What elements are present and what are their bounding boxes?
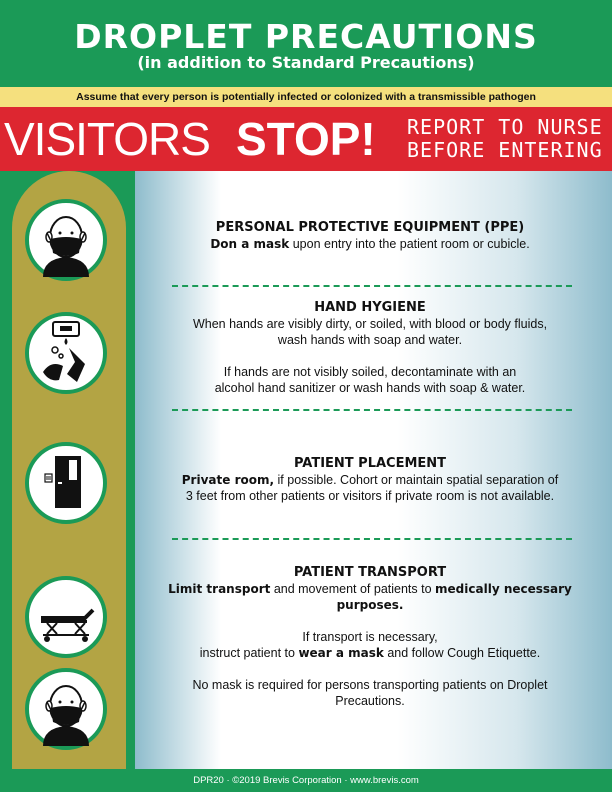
ppe-section [140,219,600,252]
visitors-banner [0,107,612,171]
transport-line-5: No mask is required for persons transporting patients on Droplet [192,678,548,692]
hygiene-line-1: When hands are visibly dirty, or soiled, with blood or body fluids, [192,317,548,331]
divider [172,538,572,540]
placement-title: PATIENT PLACEMENT [293,456,447,471]
ppe-text [140,236,600,252]
divider [172,285,572,287]
transport-bold-1: Limit transport [168,582,271,596]
transport-line-6: Precautions. [335,694,405,708]
ppe-title: PERSONAL PROTECTIVE EQUIPMENT (PPE) [215,220,525,235]
placement-line-1 [140,472,600,488]
hand-washing-icon [25,312,107,394]
transport-text-1: and movement of patients to [270,582,436,596]
page-subtitle: (in addition to Standard Precautions) [137,53,475,72]
report-line-2: BEFORE ENTERING [407,138,603,162]
report-text [407,116,603,162]
hygiene-line-3: If hands are not visibly soiled, decontaminate with an [223,365,517,379]
transport-line-1 [140,581,600,597]
placement-bold: Private room, [181,473,275,487]
divider [172,409,572,411]
patient-transport-section [140,564,600,709]
transport-bold-4: wear a mask [298,646,384,660]
person-mask-icon [25,199,107,281]
ppe-rest: upon entry into the patient room or cubicle. [289,237,530,251]
ppe-bold: Don a mask [210,237,290,251]
transport-line-4 [140,645,600,661]
door-icon [25,442,107,524]
notice-bar: Assume that every person is potentially infected or colonized with a transmissible pathogen [0,87,612,107]
transport-text-4a: instruct patient to [199,646,299,660]
transport-bold-3: purposes. [336,598,404,612]
placement-line-2: 3 feet from other patients or visitors if private room is not available. [185,489,555,503]
header [0,0,612,87]
transport-title: PATIENT TRANSPORT [293,565,447,580]
footer: DPR20 · ©2019 Brevis Corporation · www.brevis.com [0,769,612,792]
hygiene-line-4: alcohol hand sanitizer or wash hands with soap & water. [214,381,526,395]
hygiene-line-2: wash hands with soap and water. [277,333,463,347]
hand-hygiene-section [140,299,600,396]
patient-placement-section [140,455,600,504]
transport-bold-2: medically necessary [435,582,572,596]
transport-line-3: If transport is necessary, [302,630,438,644]
stop-text: STOP! [236,113,376,165]
placement-rest: if possible. Cohort or maintain spatial separation of [274,473,559,487]
stretcher-icon [25,576,107,658]
transport-text-4b: and follow Cough Etiquette. [383,646,541,660]
visitors-text: VISITORS [4,113,210,165]
page-title: DROPLET PRECAUTIONS [74,17,538,56]
hygiene-title: HAND HYGIENE [314,300,426,315]
report-line-1: REPORT TO NURSE [407,115,603,139]
person-mask-icon [25,668,107,750]
